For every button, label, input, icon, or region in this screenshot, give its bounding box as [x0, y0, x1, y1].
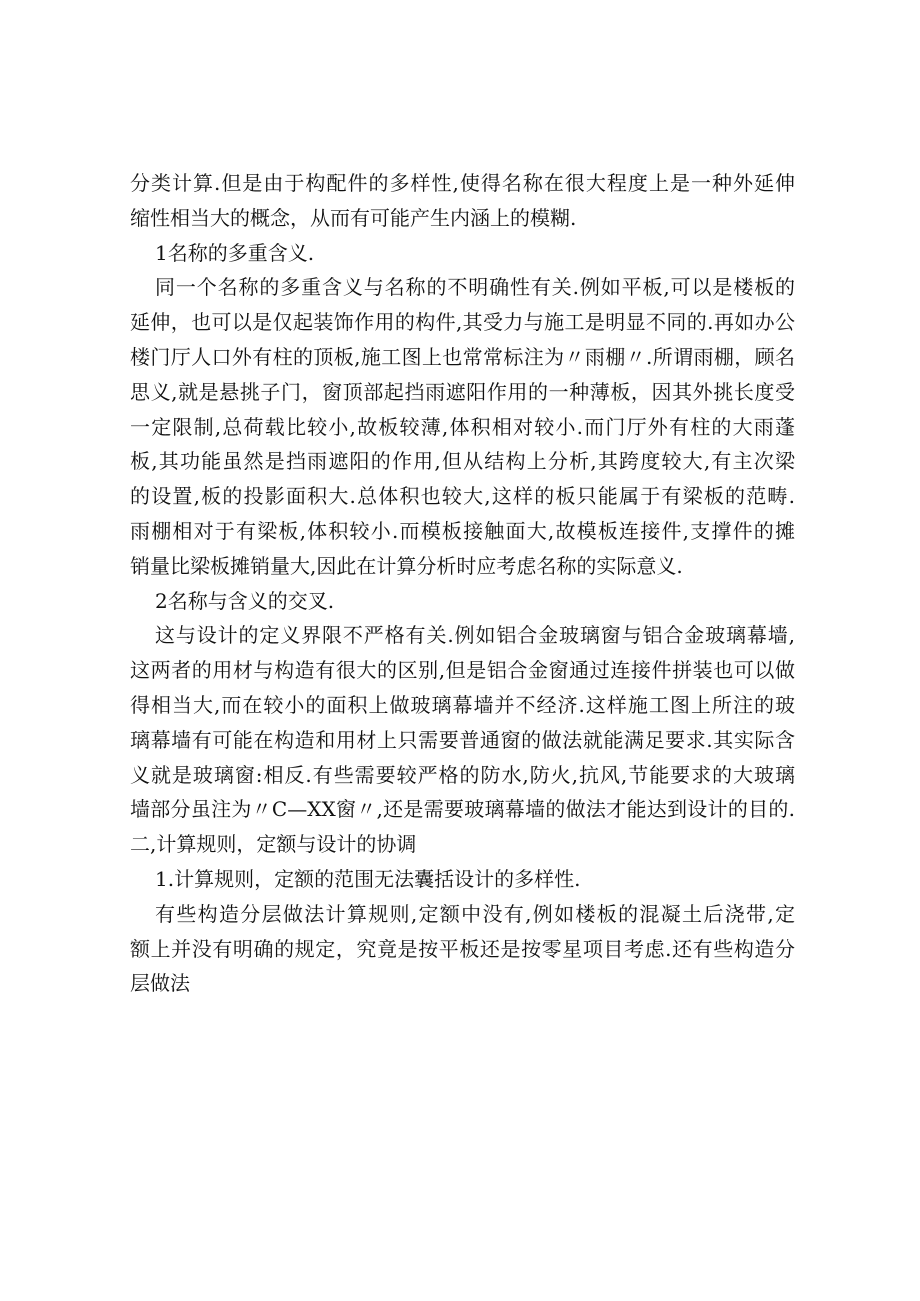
- text-line: 同一个名称的多重含义与名称的不明确性有关.例如平板,可以是楼板的: [155, 275, 795, 300]
- text-line: 这两者的用材与构造有很大的区别,但是铝合金窗通过连接件拼装也可以做: [130, 658, 795, 683]
- text-line: 二,计算规则，定额与设计的协调: [130, 832, 417, 857]
- text-line: 的设置,板的投影面积大.总体积也较大,这样的板只能属于有梁板的范畴.: [130, 484, 795, 509]
- text-line: 1.计算规则，定额的范围无法囊括设计的多样性.: [155, 866, 581, 891]
- text-line: 璃幕墙有可能在构造和用材上只需要普通窗的做法就能满足要求.其实际含: [130, 727, 795, 752]
- text-line: 义就是玻璃窗:相反.有些需要较严格的防水,防火,抗风,节能要求的大玻璃: [130, 762, 795, 787]
- text-line: 雨棚相对于有梁板,体积较小.而模板接触面大,故模板连接件,支撑件的摊: [130, 518, 795, 543]
- body-text: [130, 166, 795, 1001]
- text-line: 板,其功能虽然是挡雨遮阳的作用,但从结构上分析,其跨度较大,有主次梁: [130, 449, 795, 474]
- text-line: 一定限制,总荷载比较小,故板较薄,体积相对较小.而门厅外有柱的大雨蓬: [130, 414, 795, 439]
- text-line: 思义,就是悬挑子门，窗顶部起挡雨遮阳作用的一种薄板，因其外挑长度受: [130, 379, 795, 404]
- text-line: 这与设计的定义界限不严格有关.例如铝合金玻璃窗与铝合金玻璃幕墙,: [155, 623, 795, 648]
- text-line: 1名称的多重含义.: [155, 240, 315, 265]
- text-line: 额上并没有明确的规定，究竟是按平板还是按零星项目考虑.还有些构造分: [130, 936, 795, 961]
- text-line: 得相当大,而在较小的面积上做玻璃幕墙并不经济.这样施工图上所注的玻: [130, 692, 795, 717]
- text-line: 层做法: [130, 971, 190, 996]
- text-line: 分类计算.但是由于构配件的多样性,使得名称在很大程度上是一种外延伸: [130, 171, 795, 195]
- text-line: 墙部分虽注为〃C—XX窗〃,还是需要玻璃幕墙的做法才能达到设计的目的.: [130, 797, 795, 822]
- text-line: 缩性相当大的概念，从而有可能产生内涵上的模糊.: [130, 205, 577, 230]
- text-line: 销量比梁板摊销量大,因此在计算分析时应考虑名称的实际意义.: [130, 553, 683, 578]
- text-line: 延伸，也可以是仅起装饰作用的构件,其受力与施工是明显不同的.再如办公: [130, 310, 795, 335]
- text-line: 楼门厅人口外有柱的顶板,施工图上也常常标注为〃雨棚〃.所谓雨棚，顾名: [130, 344, 795, 369]
- text-line: 2名称与含义的交叉.: [155, 588, 335, 613]
- text-line: 有些构造分层做法计算规则,定额中没有,例如楼板的混凝土后浇带,定: [155, 901, 795, 926]
